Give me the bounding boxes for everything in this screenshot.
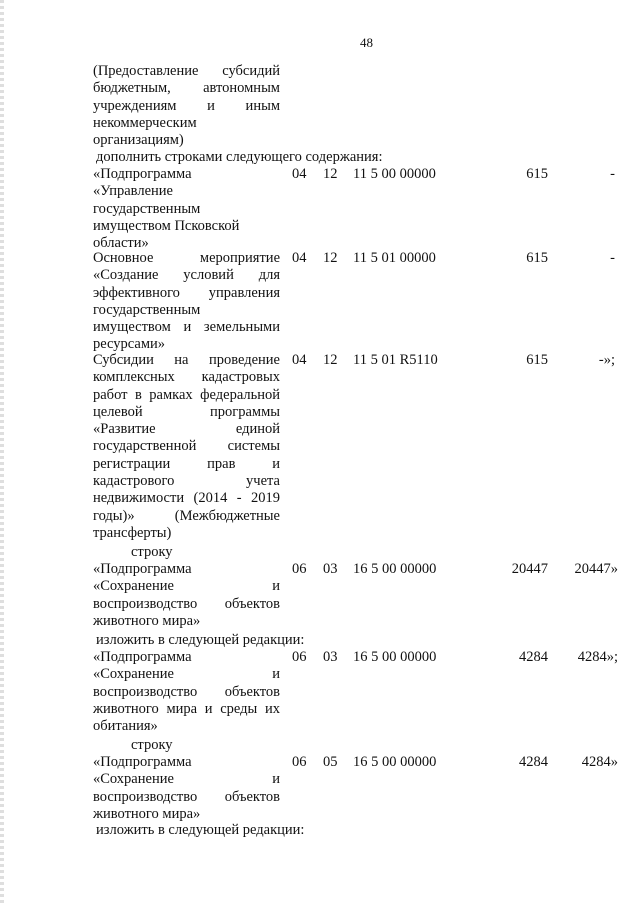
row3-vr: 615 (526, 352, 548, 368)
text-line: кадастрового учета (93, 473, 280, 490)
text-line: недвижимости (2014 - 2019 (93, 490, 280, 507)
page-number: 48 (360, 35, 373, 50)
text-line: Основное мероприятие (93, 250, 280, 266)
text-line: государственным (93, 200, 201, 217)
text-line: государственным (93, 301, 201, 318)
row2-rz: 04 (292, 250, 307, 266)
text-line: воспроизводство объектов (93, 788, 280, 805)
text-line: бюджетным, автономным (93, 80, 280, 97)
row3-description (93, 352, 280, 542)
intro-line-2: изложить в следующей редакции: (96, 632, 305, 648)
text-line: «Сохранение и (93, 578, 280, 595)
text-line: животного мира и среды их (93, 700, 280, 717)
row1-pr: 12 (323, 166, 338, 182)
text-line: «Подпрограмма (93, 649, 192, 665)
row5-pr: 03 (323, 649, 338, 665)
text-line: трансферты) (93, 524, 172, 541)
row3-pr: 12 (323, 352, 338, 368)
text-line: имуществом Псковской (93, 217, 240, 234)
row3-csr: 11 5 01 R5110 (353, 352, 438, 368)
text-line: обитания» (93, 718, 158, 735)
text-line: годы)» (Межбюджетные (93, 507, 280, 524)
row1-description (93, 166, 280, 252)
row4-sum1: 20447 (511, 561, 548, 577)
row4-csr: 16 5 00 00000 (353, 561, 437, 577)
row2-vr: 615 (526, 250, 548, 266)
row6-description (93, 754, 280, 823)
row1-rz: 04 (292, 166, 307, 182)
row1-vr: 615 (526, 166, 548, 182)
row2-pr: 12 (323, 250, 338, 266)
text-line: «Создание условий для (93, 267, 280, 284)
row6-rz: 06 (292, 754, 307, 770)
text-line: «Управление (93, 183, 173, 200)
scan-edge (0, 0, 4, 905)
stroku-label-2: строку (131, 737, 173, 753)
row4-pr: 03 (323, 561, 338, 577)
text-line: некоммерческим (93, 114, 197, 131)
text-line: «Развитие единой (93, 421, 280, 438)
text-line: целевой программы (93, 403, 280, 420)
header-block (93, 63, 280, 149)
intro-line-3: изложить в следующей редакции: (96, 822, 305, 838)
row3-sum2: -»; (598, 352, 615, 368)
text-line: «Сохранение и (93, 771, 280, 788)
row6-csr: 16 5 00 00000 (353, 754, 437, 770)
row6-pr: 05 (323, 754, 338, 770)
row6-sum2: 4284» (581, 754, 618, 770)
row4-rz: 06 (292, 561, 307, 577)
text-line: «Подпрограмма (93, 754, 192, 770)
row2-sum2: - (610, 250, 615, 266)
row6-sum1: 4284 (519, 754, 548, 770)
text-line: воспроизводство объектов (93, 595, 280, 612)
text-line: области» (93, 235, 149, 252)
text-line: имуществом и земельными (93, 319, 280, 336)
text-line: комплексных кадастровых (93, 369, 280, 386)
row2-csr: 11 5 01 00000 (353, 250, 436, 266)
text-line: организациям) (93, 132, 184, 149)
row5-csr: 16 5 00 00000 (353, 649, 437, 665)
row1-sum2: - (610, 166, 615, 182)
text-line: эффективного управления (93, 284, 280, 301)
text-line: государственной системы (93, 438, 280, 455)
text-line: «Сохранение и (93, 666, 280, 683)
text-line: (Предоставление субсидий (93, 63, 280, 79)
stroku-label-1: строку (131, 544, 173, 560)
row4-sum2: 20447» (574, 561, 618, 577)
text-line: животного мира» (93, 612, 201, 629)
row1-csr: 11 5 00 00000 (353, 166, 436, 182)
text-line: животного мира» (93, 805, 201, 822)
intro-line-1: дополнить строками следующего содержания: (96, 149, 383, 165)
text-line: регистрации прав и (93, 455, 280, 472)
text-line: «Подпрограмма (93, 166, 192, 182)
row5-sum2: 4284»; (577, 649, 618, 665)
row5-description (93, 649, 280, 735)
text-line: Субсидии на проведение (93, 352, 280, 368)
row5-rz: 06 (292, 649, 307, 665)
row5-sum1: 4284 (519, 649, 548, 665)
row4-description (93, 561, 280, 630)
text-line: «Подпрограмма (93, 561, 192, 577)
row2-description (93, 250, 280, 354)
text-line: ресурсами» (93, 336, 166, 353)
row3-rz: 04 (292, 352, 307, 368)
text-line: работ в рамках федеральной (93, 386, 280, 403)
text-line: учреждениям и иным (93, 97, 280, 114)
text-line: воспроизводство объектов (93, 683, 280, 700)
